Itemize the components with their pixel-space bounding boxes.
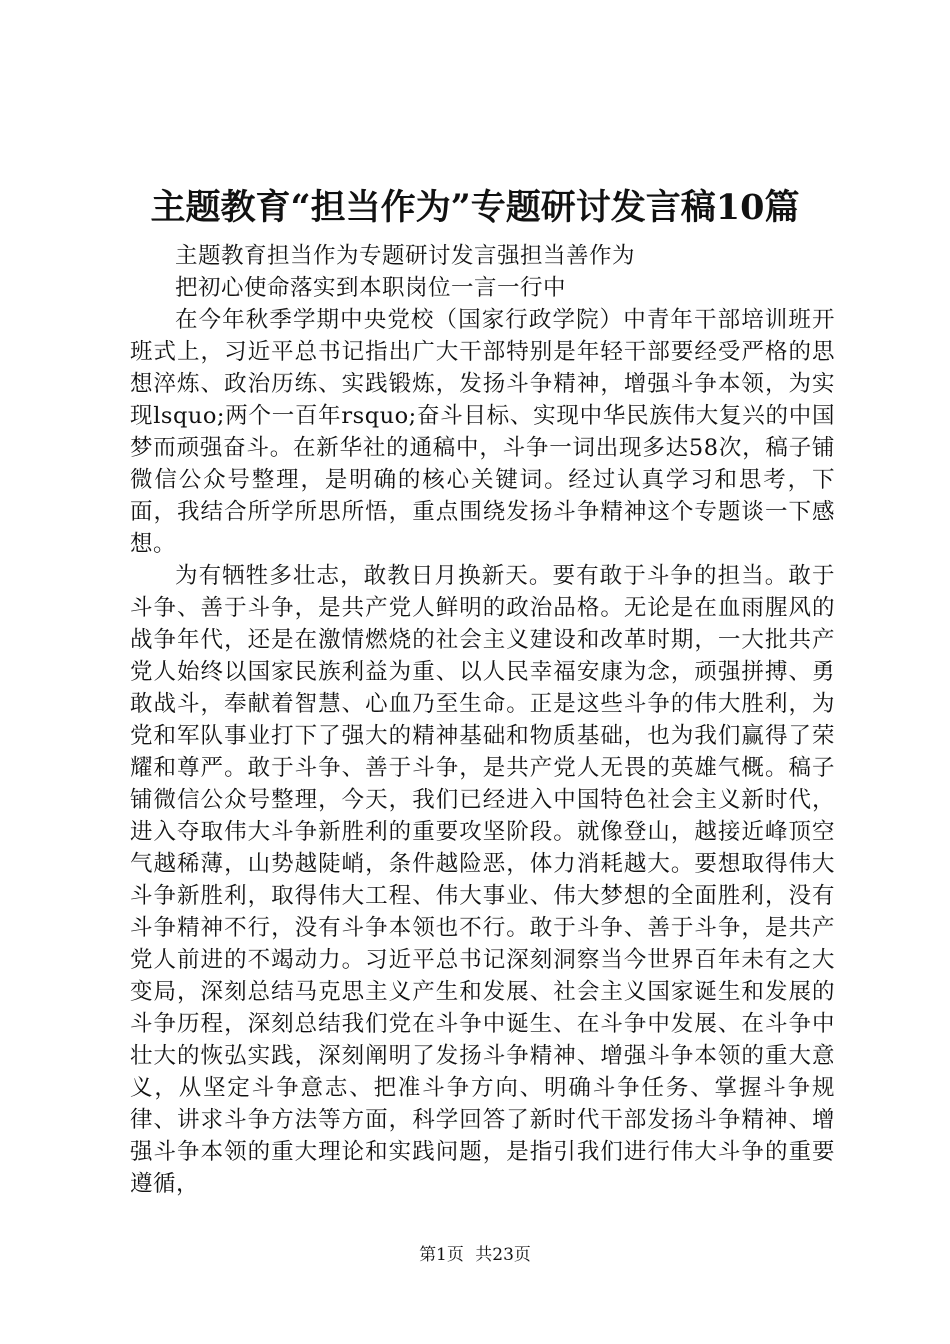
subtitle-line-1: 主题教育担当作为专题研讨发言强担当善作为 xyxy=(175,243,636,269)
subtitle-line-2: 把初心使命落实到本职岗位一言一行中 xyxy=(175,275,567,301)
document-title: 主题教育“担当作为”专题研讨发言稿10篇 xyxy=(150,187,800,228)
document-body xyxy=(130,240,835,1200)
page-total: 共23页 xyxy=(475,1245,531,1265)
body-paragraph-1: 在今年秋季学期中央党校（国家行政学院）中青年干部培训班开班式上，习近平总书记指出广大干部特别是年轻干部要经受严格的思想淬炼、政治历练、实践锻炼，发扬斗争精神，增强斗争本领，为实现lsquo;两个一百年rsquo;奋斗目标、实现中华民族伟大复兴的中国梦而顽强奋斗。在新华社的通稿中，斗争一词出现多达58次，稿子铺微信公众号整理，是明确的核心关键词。经过认真学习和思考，下面，我结合所学所思所悟，重点围绕发扬斗争精神这个专题谈一下感想。 xyxy=(130,307,835,557)
page-footer xyxy=(0,1244,950,1266)
body-paragraph-2: 为有牺牲多壮志，敢教日月换新天。要有敢于斗争的担当。敢于斗争、善于斗争，是共产党人鲜明的政治品格。无论是在血雨腥风的战争年代，还是在激情燃烧的社会主义建设和改革时期，一大批共产党人始终以国家民族利益为重、以人民幸福安康为念，顽强拼搏、勇敢战斗，奉献着智慧、心血乃至生命。正是这些斗争的伟大胜利，为党和军队事业打下了强大的精神基础和物质基础，也为我们赢得了荣耀和尊严。敢于斗争、善于斗争，是共产党人无畏的英雄气概。稿子铺微信公众号整理，今天，我们已经进入中国特色社会主义新时代，进入夺取伟大斗争新胜利的重要攻坚阶段。就像登山，越接近峰顶空气越稀薄，山势越陡峭，条件越险恶，体力消耗越大。要想取得伟大斗争新胜利，取得伟大工程、伟大事业、伟大梦想的全面胜利，没有斗争精神不行，没有斗争本领也不行。敢于斗争、善于斗争，是共产党人前进的不竭动力。习近平总书记深刻洞察当今世界百年未有之大变局，深刻总结马克思主义产生和发展、社会主义国家诞生和发展的斗争历程，深刻总结我们党在斗争中诞生、在斗争中发展、在斗争中壮大的恢弘实践，深刻阐明了发扬斗争精神、增强斗争本领的重大意义，从坚定斗争意志、把准斗争方向、明确斗争任务、掌握斗争规律、讲求斗争方法等方面，科学回答了新时代干部发扬斗争精神、增强斗争本领的重大理论和实践问题，是指引我们进行伟大斗争的重要遵循， xyxy=(130,563,835,1197)
page-number: 第1页 xyxy=(419,1245,464,1265)
